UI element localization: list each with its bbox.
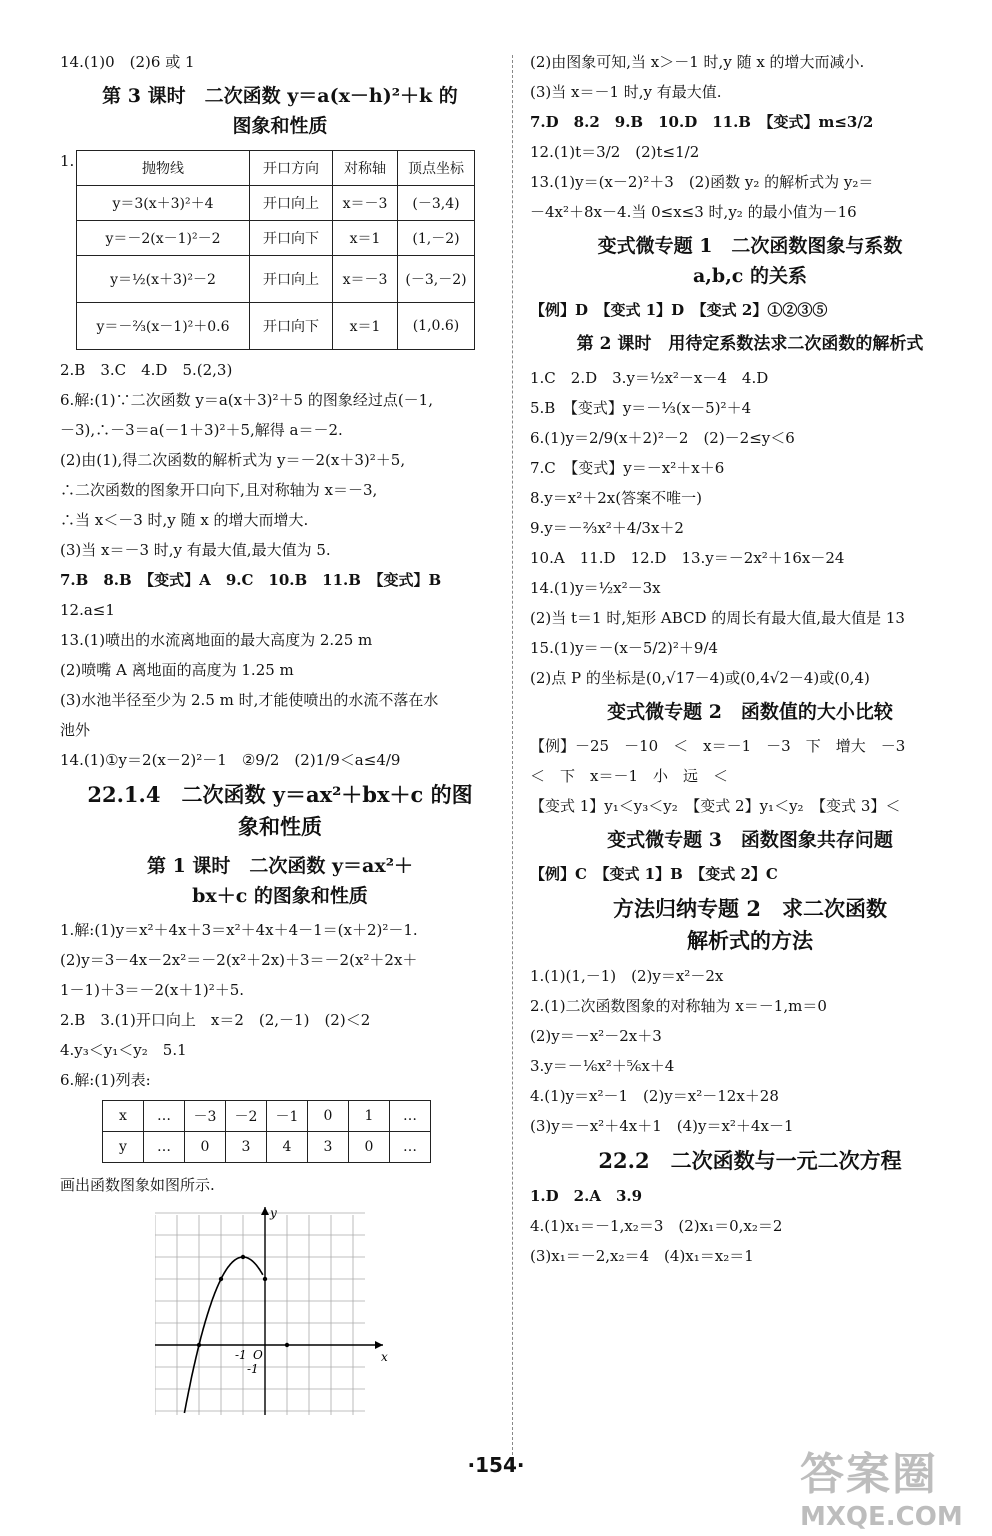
answer-line: 1－1)＋3＝－2(x＋1)²＋5.: [60, 981, 245, 999]
answer-line: 池外: [60, 721, 91, 739]
table-cell: …: [144, 1101, 185, 1132]
watermark-text: 答案圈: [800, 1449, 938, 1500]
table-cell: 0: [308, 1101, 349, 1132]
table-cell: (1,－2): [398, 221, 475, 256]
section-heading: 第 3 课时 二次函数 y＝a(x－h)²＋k 的: [102, 85, 458, 107]
answer-line: 14.(1)0 (2)6 或 1: [60, 53, 195, 71]
table-cell: 开口向上: [250, 256, 333, 303]
table-cell: 开口向上: [250, 186, 333, 221]
section-heading: 变式微专题 3 函数图象共存问题: [607, 829, 893, 851]
table-cell: x: [103, 1101, 144, 1132]
table-cell: y＝3(x＋3)²＋4: [77, 186, 250, 221]
answer-line: 7.C 【变式】y＝－x²＋x＋6: [530, 459, 725, 477]
answer-line: 15.(1)y＝－(x－5/2)²＋9/4: [530, 639, 719, 657]
table-cell: 0: [185, 1132, 226, 1163]
answer-line: －3),∴－3＝a(－1＋3)²＋5,解得 a＝－2.: [60, 421, 343, 439]
answer-line: 13.(1)y＝(x－2)²＋3 (2)函数 y₂ 的解析式为 y₂＝: [530, 173, 874, 191]
section-heading: 变式微专题 2 函数值的大小比较: [607, 701, 893, 723]
x-axis-arrow: [375, 1341, 383, 1349]
answer-line: (2)点 P 的坐标是(0,√17－4)或(0,4√2－4)或(0,4): [530, 669, 870, 687]
x-tick-label: -1: [235, 1348, 247, 1362]
table-cell: 1: [349, 1101, 390, 1132]
table-row: [103, 1132, 431, 1163]
answer-line: ∴当 x＜－3 时,y 随 x 的增大而增大.: [60, 511, 309, 529]
section-heading: 第 2 课时 用待定系数法求二次函数的解析式: [576, 334, 924, 354]
data-point: [263, 1277, 267, 1281]
answer-line: 2.(1)二次函数图象的对称轴为 x＝－1,m＝0: [530, 997, 827, 1015]
answer-line: (3)水池半径至少为 2.5 m 时,才能使喷出的水流不落在水: [60, 691, 439, 709]
table-cell: (－3,4): [398, 186, 475, 221]
answer-line: 3.y＝－⅙x²＋⅚x＋4: [530, 1057, 675, 1075]
value-table: [102, 1100, 431, 1163]
answer-line: (2)y＝－x²－2x＋3: [530, 1027, 662, 1045]
answer-line: 12.a≤1: [60, 601, 115, 619]
answer-line: 【例】D 【变式 1】D 【变式 2】①②③⑤: [530, 301, 828, 319]
section-heading: 图象和性质: [232, 115, 328, 137]
answer-line: 9.y＝－⅔x²＋4/3x＋2: [530, 519, 684, 537]
answer-line: 5.B 【变式】y＝－⅓(x－5)²＋4: [530, 399, 752, 417]
answer-line: 【例】C 【变式 1】B 【变式 2】C: [530, 865, 778, 883]
answer-line: 13.(1)喷出的水流离地面的最大高度为 2.25 m: [60, 631, 373, 649]
answer-line: (3)y＝－x²＋4x＋1 (4)y＝x²＋4x－1: [530, 1117, 794, 1135]
answer-line: (2)喷嘴 A 离地面的高度为 1.25 m: [60, 661, 294, 679]
table-cell: －1: [267, 1101, 308, 1132]
answer-line: 【变式 1】y₁＜y₃＜y₂ 【变式 2】y₁＜y₂ 【变式 3】＜: [530, 797, 901, 815]
parabola-table: [76, 150, 475, 350]
answer-line: 10.A 11.D 12.D 13.y＝－2x²＋16x－24: [530, 549, 845, 567]
answer-line: 14.(1)①y＝2(x－2)²－1 ②9/2 (2)1/9＜a≤4/9: [60, 751, 401, 769]
table-cell: y＝½(x＋3)²－2: [77, 256, 250, 303]
table-cell: 0: [349, 1132, 390, 1163]
table-cell: …: [390, 1101, 431, 1132]
answer-line: 2.B 3.(1)开口向上 x＝2 (2,－1) (2)＜2: [60, 1011, 371, 1029]
answer-line: 6.解:(1)列表:: [60, 1071, 151, 1089]
answer-line: 1.(1)(1,－1) (2)y＝x²－2x: [530, 967, 724, 985]
table-cell: y＝－2(x－1)²－2: [77, 221, 250, 256]
table-row: [77, 221, 475, 256]
data-point: [241, 1255, 245, 1259]
answer-line: 画出函数图象如图所示.: [60, 1176, 215, 1194]
answer-line: (2)y＝3－4x－2x²＝－2(x²＋2x)＋3＝－2(x²＋2x＋: [60, 951, 418, 969]
answer-line: 4.(1)y＝x²－1 (2)y＝x²－12x＋28: [530, 1087, 779, 1105]
parabola-graph-svg: [155, 1205, 395, 1415]
column-divider: [512, 55, 513, 1455]
table-cell: －3: [185, 1101, 226, 1132]
section-heading: 象和性质: [238, 814, 322, 839]
answer-line: 6.(1)y＝2/9(x＋2)²－2 (2)－2≤y＜6: [530, 429, 795, 447]
table-cell: …: [390, 1132, 431, 1163]
answer-line: 6.解:(1)∵二次函数 y＝a(x＋3)²＋5 的图象经过点(－1,: [60, 391, 433, 409]
data-point: [219, 1277, 223, 1281]
right-column: [530, 52, 970, 1276]
answer-line: 4.(1)x₁＝－1,x₂＝3 (2)x₁＝0,x₂＝2: [530, 1217, 783, 1235]
section-heading: 22.2 二次函数与一元二次方程: [598, 1148, 902, 1173]
answer-line: (2)当 t＝1 时,矩形 ABCD 的周长有最大值,最大值是 13: [530, 609, 905, 627]
answer-line: 14.(1)y＝½x²－3x: [530, 579, 661, 597]
table-row: [77, 303, 475, 350]
table-header: 顶点坐标: [398, 151, 475, 186]
table-row: [77, 186, 475, 221]
answer-line: 1.解:(1)y＝x²＋4x＋3＝x²＋4x＋4－1＝(x＋2)²－1.: [60, 921, 418, 939]
section-heading: a,b,c 的关系: [692, 265, 807, 287]
table-cell: (1,0.6): [398, 303, 475, 350]
table-row: [103, 1101, 431, 1132]
table-cell: x＝－3: [333, 256, 398, 303]
section-heading: bx＋c 的图象和性质: [192, 885, 368, 907]
y-axis-label: y: [270, 1206, 277, 1220]
answer-line: (2)由图象可知,当 x＞－1 时,y 随 x 的增大而减小.: [530, 53, 865, 71]
answer-line: －4x²＋8x－4.当 0≤x≤3 时,y₂ 的最小值为－16: [530, 203, 857, 221]
watermark-logo: [800, 1438, 980, 1532]
answer-line: (3)当 x＝－1 时,y 有最大值.: [530, 83, 722, 101]
y-axis-arrow: [261, 1207, 269, 1215]
section-heading: 变式微专题 1 二次函数图象与系数: [597, 235, 903, 257]
table-cell: x＝1: [333, 303, 398, 350]
table-row: [77, 256, 475, 303]
question-number: 1.: [60, 152, 75, 170]
answer-line: 7.D 8.2 9.B 10.D 11.B 【变式】m≤3/2: [530, 113, 874, 131]
table-cell: x＝1: [333, 221, 398, 256]
table-cell: …: [144, 1132, 185, 1163]
answer-line: 12.(1)t＝3/2 (2)t≤1/2: [530, 143, 700, 161]
table-cell: y＝－⅔(x－1)²＋0.6: [77, 303, 250, 350]
answer-line: 2.B 3.C 4.D 5.(2,3): [60, 361, 233, 379]
table-cell: y: [103, 1132, 144, 1163]
answer-line: 7.B 8.B 【变式】A 9.C 10.B 11.B 【变式】B: [60, 571, 442, 589]
answer-line: ＜ 下 x＝－1 小 远 ＜: [530, 767, 729, 785]
section-heading: 第 1 课时 二次函数 y＝ax²＋: [146, 855, 414, 877]
table-cell: 开口向下: [250, 303, 333, 350]
answer-line: (3)x₁＝－2,x₂＝4 (4)x₁＝x₂＝1: [530, 1247, 754, 1265]
answer-line: 【例】－25 －10 ＜ x＝－1 －3 下 增大 －3: [530, 737, 906, 755]
data-point: [197, 1343, 201, 1347]
answer-line: 1.C 2.D 3.y＝½x²－x－4 4.D: [530, 369, 769, 387]
section-heading: 解析式的方法: [687, 928, 813, 953]
answer-line: (3)当 x＝－3 时,y 有最大值,最大值为 5.: [60, 541, 331, 559]
table-cell: 3: [308, 1132, 349, 1163]
table-cell: －2: [226, 1101, 267, 1132]
watermark-url: MXQE.COM: [800, 1502, 963, 1532]
answer-line: ∴二次函数的图象开口向下,且对称轴为 x＝－3,: [60, 481, 378, 499]
left-column: [60, 52, 500, 1419]
parabola-graph: [155, 1205, 500, 1419]
table-header: 抛物线: [77, 151, 250, 186]
answer-line: 1.D 2.A 3.9: [530, 1187, 643, 1205]
answer-line: (2)由(1),得二次函数的解析式为 y＝－2(x＋3)²＋5,: [60, 451, 406, 469]
parabola-curve: [184, 1257, 262, 1413]
x-axis-label: x: [381, 1350, 388, 1364]
answer-line: 4.y₃＜y₁＜y₂ 5.1: [60, 1041, 187, 1059]
table-cell: x＝－3: [333, 186, 398, 221]
table-header: 对称轴: [333, 151, 398, 186]
y-tick-label: -1: [247, 1362, 259, 1376]
table-cell: 4: [267, 1132, 308, 1163]
data-point: [285, 1343, 289, 1347]
section-heading: 方法归纳专题 2 求二次函数: [613, 896, 887, 921]
table-header: 开口方向: [250, 151, 333, 186]
table-cell: 开口向下: [250, 221, 333, 256]
section-heading: 22.1.4 二次函数 y＝ax²＋bx＋c 的图: [87, 782, 473, 807]
answer-line: 8.y＝x²＋2x(答案不唯一): [530, 489, 702, 507]
page-number: ·154·: [467, 1453, 525, 1477]
table-cell: (－3,－2): [398, 256, 475, 303]
origin-label: O: [253, 1348, 263, 1362]
table-cell: 3: [226, 1132, 267, 1163]
